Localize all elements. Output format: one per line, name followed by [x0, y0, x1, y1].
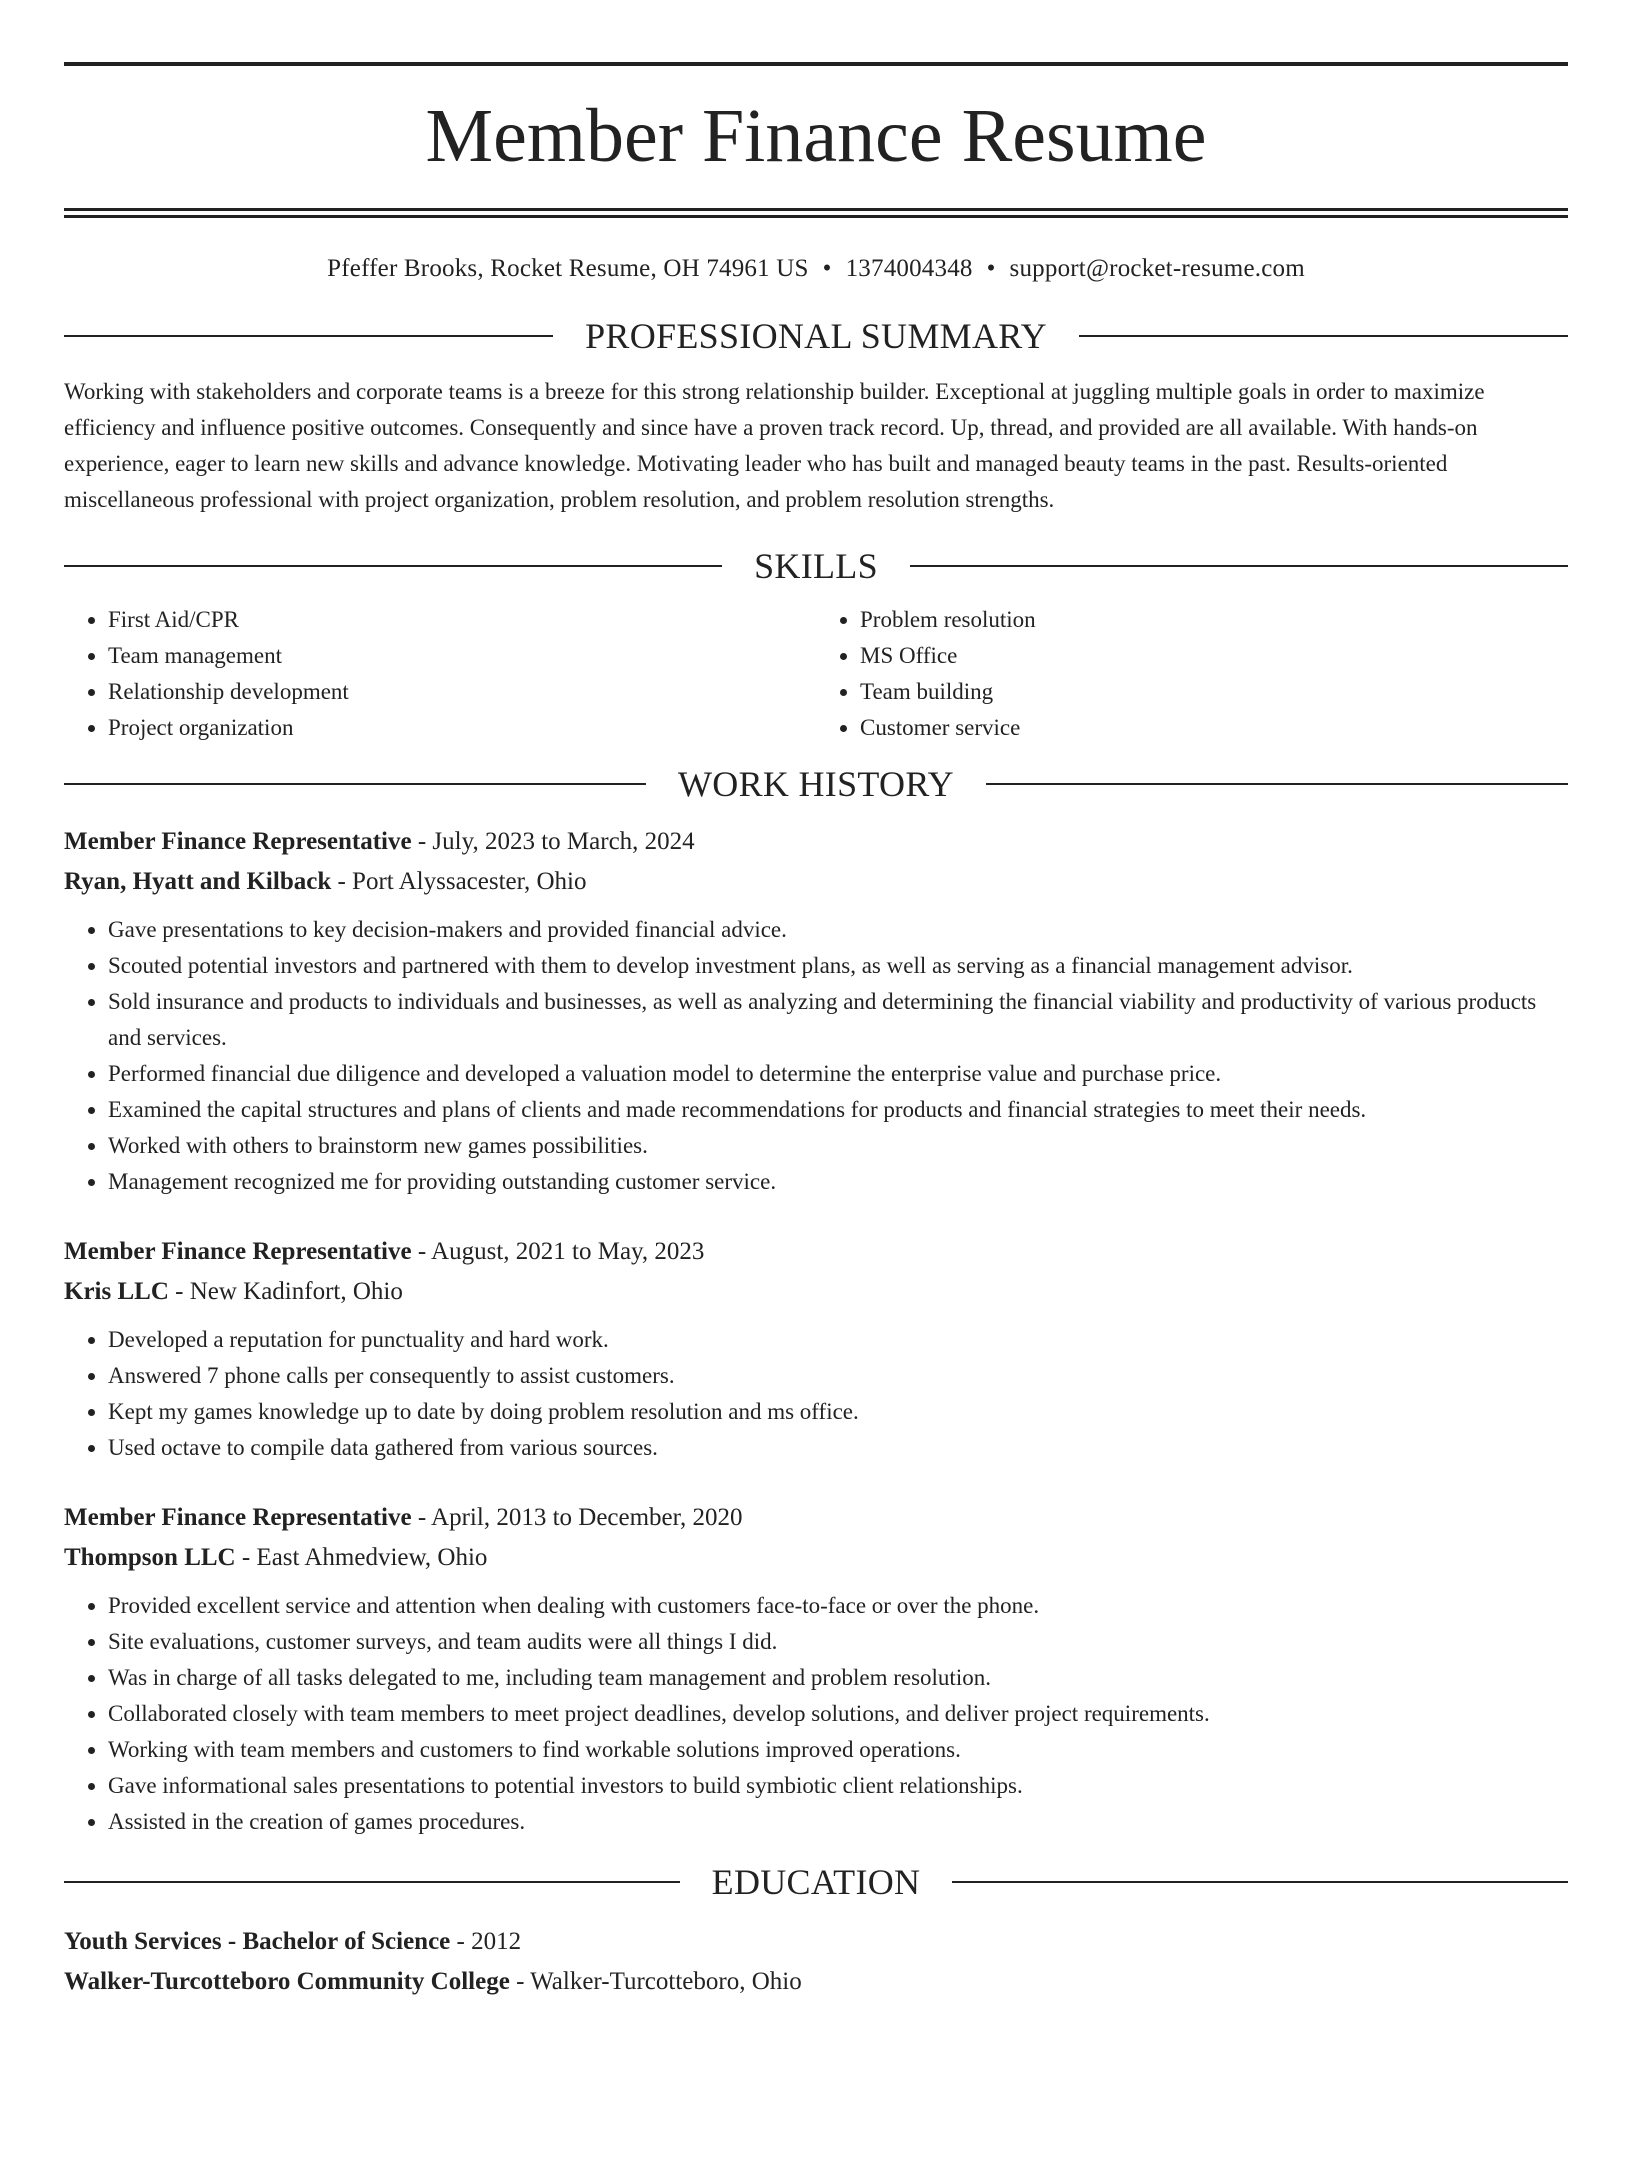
education-school-line — [64, 1962, 1568, 2002]
skills-column-right — [816, 602, 1568, 746]
job-bullet: • Gave informational sales presentations to potential investors to build symbiotic client relationships. — [108, 1768, 1568, 1804]
job-location: - East Ahmedview, Ohio — [235, 1544, 488, 1571]
job-entry — [64, 822, 1568, 1200]
contact-separator: • — [822, 255, 832, 282]
job-bullet: • Kept my games knowledge up to date by doing problem resolution and ms office. — [108, 1394, 1568, 1430]
contact-phone: 1374004348 — [845, 255, 973, 282]
education-degree: Youth Services - Bachelor of Science — [64, 1928, 451, 1955]
education-heading: EDUCATION — [711, 1862, 921, 1902]
education-degree-line — [64, 1922, 1568, 1962]
work-heading: WORK HISTORY — [678, 764, 954, 804]
job-bullet: • Was in charge of all tasks delegated to me, including team management and problem resolution. — [108, 1660, 1568, 1696]
job-location: - New Kadinfort, Ohio — [168, 1278, 403, 1305]
section-rule — [986, 783, 1568, 785]
job-bullets — [64, 912, 1568, 1200]
summary-heading: PROFESSIONAL SUMMARY — [585, 316, 1047, 356]
job-company: Ryan, Hyatt and Kilback — [64, 868, 332, 895]
job-bullets — [64, 1322, 1568, 1466]
section-rule — [64, 1881, 680, 1883]
section-rule — [910, 565, 1568, 567]
job-bullet: • Assisted in the creation of games procedures. — [108, 1804, 1568, 1840]
job-company-line — [64, 1538, 1568, 1578]
job-bullet: • Collaborated closely with team members to meet project deadlines, develop solutions, and deliver project requirements. — [108, 1696, 1568, 1732]
education-year: - 2012 — [450, 1928, 522, 1955]
skills-heading: SKILLS — [754, 546, 878, 586]
job-entry — [64, 1232, 1568, 1466]
summary-section-header — [64, 318, 1568, 354]
summary-text: Working with stakeholders and corporate teams is a breeze for this strong relationship builder. Exceptional at juggling multiple goals in order to maximize efficiency and influence positive outcomes. Consequently and since have a proven track record. Up, thread, and provided are all available. With hands-on experience, eager to learn new skills and advance knowledge. Motivating leader who has built and managed beauty teams in the past. Results-oriented miscellaneous professional with project organization, problem resolution, and problem resolution strengths. — [64, 379, 1485, 512]
job-bullet: • Sold insurance and products to individuals and businesses, as well as analyzing and determining the financial viability and productivity of various products and services. — [108, 984, 1568, 1056]
job-title-line — [64, 822, 1568, 862]
job-company: Thompson LLC — [64, 1544, 236, 1571]
job-company-line — [64, 1272, 1568, 1312]
job-bullet: • Answered 7 phone calls per consequently to assist customers. — [108, 1358, 1568, 1394]
education-entry — [64, 1922, 1568, 2002]
job-dates: - July, 2023 to March, 2024 — [411, 828, 695, 855]
job-title: Member Finance Representative — [64, 828, 412, 855]
skills-section-header — [64, 548, 1568, 584]
job-title: Member Finance Representative — [64, 1238, 412, 1265]
section-rule — [1079, 335, 1568, 337]
contact-email: support@rocket-resume.com — [1009, 255, 1305, 282]
section-rule — [64, 565, 722, 567]
job-dates: - April, 2013 to December, 2020 — [411, 1504, 743, 1531]
section-rule — [64, 783, 646, 785]
job-bullet: • Working with team members and customers to find workable solutions improved operations. — [108, 1732, 1568, 1768]
job-company-line — [64, 862, 1568, 902]
job-bullet: • Gave presentations to key decision-makers and provided financial advice. — [108, 912, 1568, 948]
skill-item: • Customer service — [860, 710, 1568, 746]
job-bullet: • Examined the capital structures and plans of clients and made recommendations for products and financial strategies to meet their needs. — [108, 1092, 1568, 1128]
section-rule — [64, 335, 553, 337]
title-double-rule — [64, 208, 1568, 218]
section-rule — [952, 1881, 1568, 1883]
job-entry — [64, 1498, 1568, 1840]
skill-item: • Problem resolution — [860, 602, 1568, 638]
skill-item: • Team management — [108, 638, 816, 674]
top-rule — [64, 62, 1568, 66]
job-dates: - August, 2021 to May, 2023 — [411, 1238, 705, 1265]
job-bullets — [64, 1588, 1568, 1840]
contact-line — [64, 254, 1568, 284]
job-title-line — [64, 1498, 1568, 1538]
resume-page — [0, 62, 1632, 2174]
work-section-header — [64, 766, 1568, 802]
skills-list — [64, 602, 1568, 746]
skills-column-left — [64, 602, 816, 746]
skill-item: • Relationship development — [108, 674, 816, 710]
education-school: Walker-Turcotteboro Community College — [64, 1968, 510, 1995]
job-bullet: • Worked with others to brainstorm new games possibilities. — [108, 1128, 1568, 1164]
contact-separator: • — [986, 255, 996, 282]
resume-title: Member Finance Resume — [425, 94, 1207, 178]
education-section-header — [64, 1864, 1568, 1900]
job-bullet: • Used octave to compile data gathered from various sources. — [108, 1430, 1568, 1466]
job-title: Member Finance Representative — [64, 1504, 412, 1531]
job-bullet: • Performed financial due diligence and developed a valuation model to determine the enterprise value and purchase price. — [108, 1056, 1568, 1092]
job-company: Kris LLC — [64, 1278, 169, 1305]
skill-item: • MS Office — [860, 638, 1568, 674]
job-bullet: • Management recognized me for providing outstanding customer service. — [108, 1164, 1568, 1200]
job-bullet: • Developed a reputation for punctuality and hard work. — [108, 1322, 1568, 1358]
contact-address: Pfeffer Brooks, Rocket Resume, OH 74961 US — [327, 255, 809, 282]
skill-item: • Team building — [860, 674, 1568, 710]
job-bullet: • Scouted potential investors and partnered with them to develop investment plans, as well as serving as a financial management advisor. — [108, 948, 1568, 984]
job-bullet: • Provided excellent service and attention when dealing with customers face-to-face or over the phone. — [108, 1588, 1568, 1624]
education-location: - Walker-Turcotteboro, Ohio — [509, 1968, 802, 1995]
skill-item: • First Aid/CPR — [108, 602, 816, 638]
skill-item: • Project organization — [108, 710, 816, 746]
job-bullet: • Site evaluations, customer surveys, and team audits were all things I did. — [108, 1624, 1568, 1660]
job-title-line — [64, 1232, 1568, 1272]
job-location: - Port Alyssacester, Ohio — [331, 868, 587, 895]
